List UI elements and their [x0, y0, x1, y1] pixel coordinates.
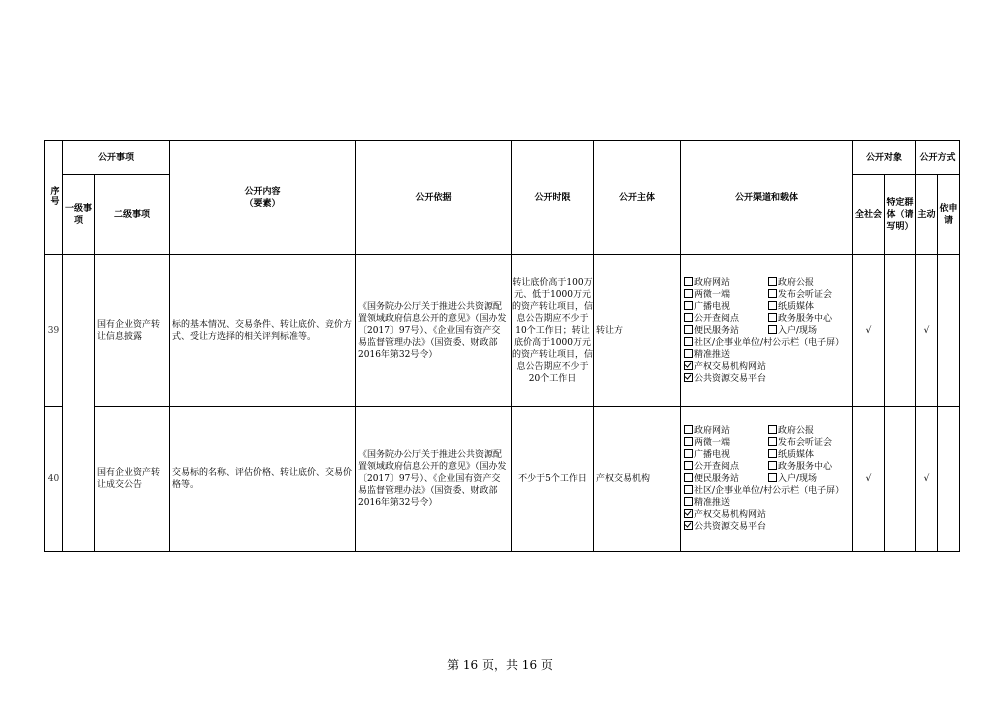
row-content: 交易标的名称、评估价格、转让底价、交易价格等。 [170, 407, 356, 552]
row-level2: 国有企业资产转让成交公告 [95, 407, 170, 552]
channel-gov-site: 政府网站 [684, 425, 768, 437]
row-target-specific [885, 255, 916, 407]
channel-service-station: 便民服务站 [684, 473, 768, 485]
row-target-all: √ [853, 255, 885, 407]
checkbox-icon [768, 461, 777, 470]
checkbox-icon [768, 277, 777, 286]
row-subject: 转让方 [594, 255, 681, 407]
row-level2: 国有企业资产转让信息披露 [95, 255, 170, 407]
checkbox-icon [684, 425, 693, 434]
table-row [45, 407, 960, 552]
checkbox-icon [684, 473, 693, 482]
row-basis: 《国务院办公厅关于推进公共资源配置领域政府信息公开的意见》（国办发〔2017〕97号）、《企业国有资产交易监督管理办法》（国资委、财政部2016年第32号令） [356, 255, 512, 407]
header-level2: 二级事项 [95, 175, 170, 255]
channel-precise-push: 精准推送 [684, 497, 849, 509]
header-level1: 一级事项 [63, 175, 95, 255]
channel-service-center: 政务服务中心 [768, 461, 849, 473]
channel-gov-site: 政府网站 [684, 277, 768, 289]
header-method-request: 依申请 [938, 175, 960, 255]
channel-paper-media: 纸质媒体 [768, 301, 849, 313]
row-seq: 40 [45, 407, 63, 552]
channel-broadcast: 广播电视 [684, 449, 768, 461]
channel-broadcast: 广播电视 [684, 301, 768, 313]
checkbox-icon [768, 473, 777, 482]
header-target: 公开对象 [853, 141, 916, 175]
checkbox-icon [684, 313, 693, 322]
header-channel: 公开渠道和载体 [681, 141, 853, 255]
checkbox-icon [684, 325, 693, 334]
channel-exchange-site: 产权交易机构网站 [684, 361, 849, 373]
channel-service-center: 政务服务中心 [768, 313, 849, 325]
row-time: 不少于5个工作日 [512, 407, 594, 552]
checked-checkbox-icon [684, 361, 693, 370]
row-subject: 产权交易机构 [594, 407, 681, 552]
checkbox-icon [684, 277, 693, 286]
header-method-active: 主动 [916, 175, 938, 255]
channel-paper-media: 纸质媒体 [768, 449, 849, 461]
channel-precise-push: 精准推送 [684, 349, 849, 361]
row-method-request [938, 407, 960, 552]
checkbox-icon [684, 485, 693, 494]
row-seq: 39 [45, 255, 63, 407]
header-target-all: 全社会 [853, 175, 885, 255]
checkbox-icon [684, 337, 693, 346]
channel-exchange-site: 产权交易机构网站 [684, 509, 849, 521]
channel-public-reading: 公开查阅点 [684, 313, 768, 325]
checkbox-icon [768, 313, 777, 322]
row-target-all: √ [853, 407, 885, 552]
disclosure-table [44, 140, 960, 552]
row-basis: 《国务院办公厅关于推进公共资源配置领域政府信息公开的意见》（国办发〔2017〕97号）、《企业国有资产交易监督管理办法》（国资委、财政部2016年第32号令） [356, 407, 512, 552]
channel-gov-bulletin: 政府公报 [768, 425, 849, 437]
checkbox-icon [684, 301, 693, 310]
row-channels [681, 407, 853, 552]
checkbox-icon [768, 325, 777, 334]
table-row [45, 255, 960, 407]
header-content: 公开内容 （要素） [170, 141, 356, 255]
header-items: 公开事项 [63, 141, 170, 175]
header-method: 公开方式 [916, 141, 960, 175]
page-footer: 第 16 页，共 16 页 [447, 658, 553, 672]
channel-service-station: 便民服务站 [684, 325, 768, 337]
row-content: 标的基本情况、交易条件、转让底价、竞价方式、受让方选择的相关评判标准等。 [170, 255, 356, 407]
row-time: 转让底价高于100万元、低于1000万元的资产转让项目，信息公告期应不少于10个工作日；转让底价高于1000万元的资产转让项目，信息公告期应不少于20个工作日 [512, 255, 594, 407]
header-basis: 公开依据 [356, 141, 512, 255]
row-method-request [938, 255, 960, 407]
row-method-active: √ [916, 255, 938, 407]
checkbox-icon [768, 289, 777, 298]
checkbox-icon [684, 497, 693, 506]
header-target-specific: 特定群体（请写明） [885, 175, 916, 255]
checked-checkbox-icon [684, 509, 693, 518]
checkbox-icon [684, 437, 693, 446]
row-method-active: √ [916, 407, 938, 552]
channel-resource-platform: 公共资源交易平台 [684, 373, 849, 385]
checkbox-icon [768, 449, 777, 458]
channel-two-micro: 两微一端 [684, 289, 768, 301]
checkbox-icon [684, 461, 693, 470]
row-target-specific [885, 407, 916, 552]
checkbox-icon [684, 449, 693, 458]
row-channels [681, 255, 853, 407]
channel-community: 社区/企事业单位/村公示栏（电子屏） [684, 337, 849, 349]
header-time: 公开时限 [512, 141, 594, 255]
checkbox-icon [684, 289, 693, 298]
checkbox-icon [684, 349, 693, 358]
checkbox-icon [768, 301, 777, 310]
channel-door-to-door: 入户/现场 [768, 325, 849, 337]
channel-press-conf: 发布会听证会 [768, 437, 849, 449]
channel-gov-bulletin: 政府公报 [768, 277, 849, 289]
channel-public-reading: 公开查阅点 [684, 461, 768, 473]
header-subject: 公开主体 [594, 141, 681, 255]
channel-community: 社区/企事业单位/村公示栏（电子屏） [684, 485, 849, 497]
header-seq: 序号 [45, 141, 63, 255]
channel-door-to-door: 入户/现场 [768, 473, 849, 485]
checkbox-icon [768, 437, 777, 446]
channel-resource-platform: 公共资源交易平台 [684, 521, 849, 533]
channel-two-micro: 两微一端 [684, 437, 768, 449]
checked-checkbox-icon [684, 521, 693, 530]
checked-checkbox-icon [684, 373, 693, 382]
checkbox-icon [768, 425, 777, 434]
level1-cell [63, 255, 95, 552]
channel-press-conf: 发布会听证会 [768, 289, 849, 301]
